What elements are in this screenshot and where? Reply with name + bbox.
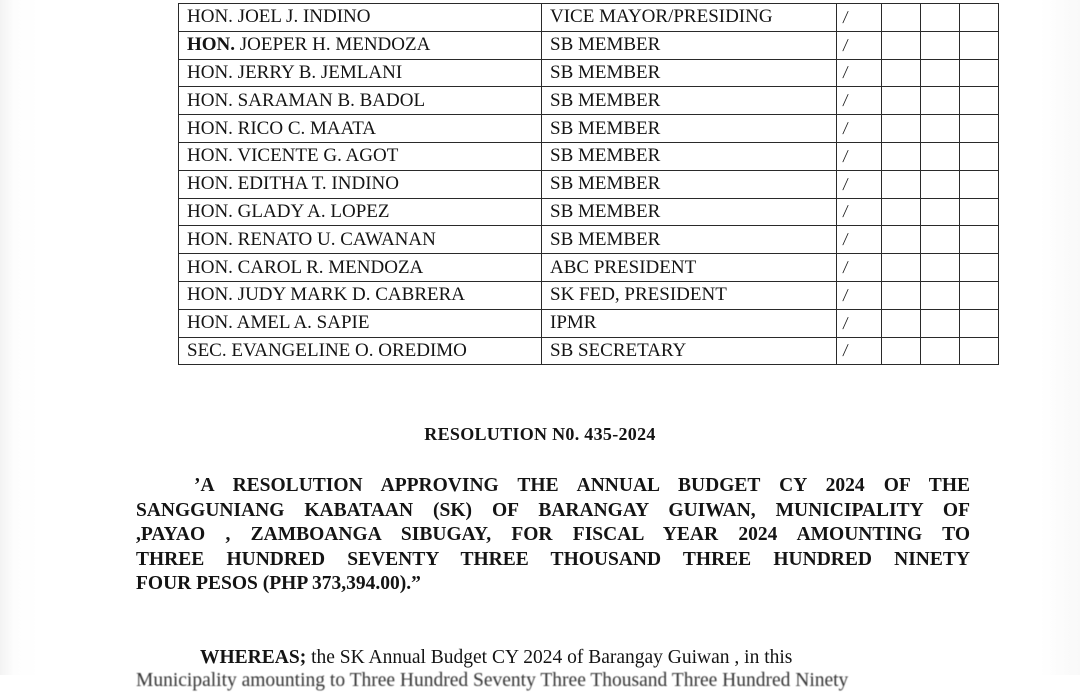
vote-cell [837,170,882,198]
table-row [179,87,999,115]
empty-vote-cell [921,337,960,365]
member-position: SB MEMBER [542,87,837,115]
empty-vote-cell [921,309,960,337]
member-position: VICE MAYOR/PRESIDING [542,4,837,32]
member-name-cell [179,142,542,170]
resolution-number: RESOLUTION N0. 435-2024 [424,424,656,444]
member-name: JOEL J. INDINO [237,6,371,28]
empty-vote-cell [921,226,960,254]
vote-cell [837,31,882,59]
member-name: VICENTE G. AGOT [237,145,399,167]
member-name: JUDY MARK D. CABRERA [237,284,465,306]
vote-mark: / [842,340,850,361]
empty-vote-cell [882,4,921,32]
empty-vote-cell [882,87,921,115]
empty-vote-cell [960,4,999,32]
empty-vote-cell [882,142,921,170]
empty-vote-cell [960,337,999,365]
table-row [179,254,999,282]
vote-cell [837,115,882,143]
member-name-cell [179,198,542,226]
member-title-prefix: HON. [187,6,233,28]
vote-mark: / [842,118,850,139]
empty-vote-cell [921,254,960,282]
empty-vote-cell [960,31,999,59]
member-title-prefix: SEC. [187,339,227,361]
member-name-cell [179,281,542,309]
table-row [179,31,999,59]
empty-vote-cell [921,31,960,59]
vote-cell [837,337,882,365]
empty-vote-cell [921,59,960,87]
member-title-prefix: HON. [187,61,233,83]
member-title-prefix: HON. [187,117,233,139]
member-name-cell [179,115,542,143]
member-title-prefix: HON. [187,34,236,56]
member-name-cell [179,87,542,115]
member-name: RICO C. MAATA [237,117,377,139]
resolution-heading [136,474,970,597]
member-position: SB MEMBER [542,198,837,226]
member-position: SB MEMBER [542,115,837,143]
whereas-label: WHEREAS; [200,647,307,668]
member-name: CAROL R. MENDOZA [237,256,424,278]
member-title-prefix: HON. [187,89,233,111]
member-name-cell [179,59,542,87]
resolution-line: THREE HUNDRED SEVENTY THREE THOUSAND THREE HUNDRED NINETY [136,548,970,570]
member-position: SB SECRETARY [542,337,837,365]
empty-vote-cell [921,115,960,143]
empty-vote-cell [921,4,960,32]
empty-vote-cell [921,198,960,226]
member-name: GLADY A. LOPEZ [237,200,390,222]
vote-cell [837,254,882,282]
member-title-prefix: HON. [187,284,233,306]
vote-mark: / [842,6,850,27]
empty-vote-cell [882,59,921,87]
member-position: SB MEMBER [542,59,837,87]
vote-mark: / [842,145,850,166]
member-name-cell [179,309,542,337]
vote-cell [837,142,882,170]
member-position: SB MEMBER [542,31,837,59]
member-name: SARAMAN B. BADOL [237,89,426,111]
table-row [179,170,999,198]
empty-vote-cell [921,281,960,309]
empty-vote-cell [921,170,960,198]
attendance-vote-table [178,3,999,365]
member-position: ABC PRESIDENT [542,254,837,282]
vote-cell [837,226,882,254]
member-position: SB MEMBER [542,226,837,254]
table-row [179,4,999,32]
empty-vote-cell [882,170,921,198]
empty-vote-cell [960,254,999,282]
empty-vote-cell [882,226,921,254]
empty-vote-cell [960,115,999,143]
table-row [179,59,999,87]
table-row [179,337,999,365]
member-title-prefix: HON. [187,256,233,278]
resolution-line: ’A RESOLUTION APPROVING THE ANNUAL BUDGET CY 2024 OF THE [194,475,970,496]
vote-mark: / [842,62,850,83]
member-name-cell [179,4,542,32]
vote-mark: / [842,173,850,194]
resolution-line: FOUR PESOS (PHP 373,394.00).” [136,573,421,594]
empty-vote-cell [960,281,999,309]
vote-mark: / [842,34,850,55]
resolution-line: SANGGUNIANG KABATAAN (SK) OF BARANGAY GUIWAN, MUNICIPALITY OF [136,499,970,521]
vote-mark: / [842,201,850,222]
empty-vote-cell [921,142,960,170]
member-name-cell [179,226,542,254]
member-name: JERRY B. JEMLANI [237,61,403,83]
member-name-cell [179,170,542,198]
cut-off-text-line: Municipality amounting to Three Hundred Seventy Three Thousand Three Hundred Ninety [136,670,849,691]
member-name-cell [179,254,542,282]
vote-cell [837,198,882,226]
empty-vote-cell [882,31,921,59]
member-position: SB MEMBER [542,170,837,198]
member-position: SK FED, PRESIDENT [542,281,837,309]
vote-mark: / [842,90,850,111]
whereas-text: the SK Annual Budget CY 2024 of Barangay Guiwan , in this [306,647,793,668]
member-name-cell [179,31,542,59]
table-row [179,198,999,226]
empty-vote-cell [960,142,999,170]
empty-vote-cell [882,337,921,365]
member-name: AMEL A. SAPIE [236,312,370,334]
member-position: SB MEMBER [542,142,837,170]
vote-mark: / [842,229,850,250]
member-title-prefix: HON. [187,228,233,250]
vote-cell [837,281,882,309]
member-name-cell [179,337,542,365]
table-row [179,281,999,309]
table-row [179,309,999,337]
vote-mark: / [842,312,850,333]
member-name: EDITHA T. INDINO [237,173,399,195]
empty-vote-cell [960,87,999,115]
empty-vote-cell [960,170,999,198]
table-row [179,115,999,143]
vote-mark: / [842,284,850,305]
empty-vote-cell [882,198,921,226]
empty-vote-cell [882,254,921,282]
empty-vote-cell [921,87,960,115]
member-title-prefix: HON. [187,173,233,195]
table-row [179,142,999,170]
vote-cell [837,59,882,87]
resolution-line: ,PAYAO , ZAMBOANGA SIBUGAY, FOR FISCAL YEAR 2024 AMOUNTING TO [136,524,970,545]
member-title-prefix: HON. [187,200,233,222]
empty-vote-cell [960,198,999,226]
vote-mark: / [842,257,850,278]
vote-cell [837,309,882,337]
member-name: JOEPER H. MENDOZA [239,34,431,56]
empty-vote-cell [882,281,921,309]
vote-cell [837,4,882,32]
empty-vote-cell [882,115,921,143]
whereas-clause [200,647,900,669]
table-row [179,226,999,254]
member-title-prefix: HON. [187,312,233,334]
member-title-prefix: HON. [187,145,233,167]
empty-vote-cell [960,309,999,337]
member-name: RENATO U. CAWANAN [237,228,436,250]
vote-cell [837,87,882,115]
member-name: EVANGELINE O. OREDIMO [231,339,467,361]
empty-vote-cell [960,226,999,254]
empty-vote-cell [882,309,921,337]
member-position: IPMR [542,309,837,337]
empty-vote-cell [960,59,999,87]
